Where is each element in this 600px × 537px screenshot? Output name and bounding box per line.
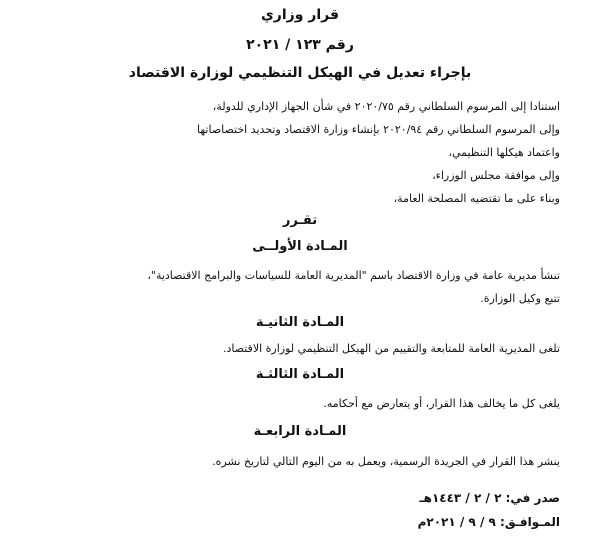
preamble-line: واعتماد هيكلها التنظيمي، — [448, 146, 560, 159]
article-text: تتبع وكيل الوزارة. — [480, 292, 560, 305]
article-text: يلغى كل ما يخالف هذا القرار، أو يتعارض مع أحكامه. — [323, 397, 560, 410]
article-text: تنشأ مديرية عامة في وزارة الاقتصاد باسم "المديرية العامة للسياسات والبرامج الاقتصادية"، — [147, 269, 560, 282]
preamble-line: وإلى المرسوم السلطاني رقم ٢٠٢٠/٩٤ بإنشاء وزارة الاقتصاد وتحديد اختصاصاتها — [196, 123, 560, 136]
preamble-line: وبناء على ما تقتضيه المصلحة العامة، — [393, 192, 560, 205]
article-heading: المـادة الثالثـة — [255, 367, 345, 382]
preamble-line: استنادا إلى المرسوم السلطاني رقم ٢٠٢٠/٧٥ في شأن الجهاز الإداري للدولة، — [212, 100, 560, 113]
decision-word: تقـرر — [282, 213, 318, 228]
decree-subject: بإجراء تعديل في الهيكل التنظيمي لوزارة الاقتصاد — [128, 65, 472, 81]
article-text: ينشر هذا القرار في الجريدة الرسمية، ويعمل به من اليوم التالي لتاريخ نشره. — [212, 455, 560, 468]
article-heading: المـادة الرابعـة — [253, 424, 347, 439]
corresponding-date: المـوافـق: ٩ / ٩ / ٢٠٢١م — [417, 515, 560, 529]
article-text: تلغى المديرية العامة للمتابعة والتقييم من الهيكل التنظيمي لوزارة الاقتصاد. — [222, 342, 560, 355]
article-heading: المـادة الأولــى — [252, 239, 348, 254]
preamble-line: وإلى موافقة مجلس الوزراء، — [432, 169, 560, 182]
decree-number: رقم ١٢٣ / ٢٠٢١ — [246, 37, 354, 53]
issue-date: صدر في: ٢ / ٢ / ١٤٤٣هـ — [419, 491, 560, 505]
decree-title: قرار وزاري — [260, 7, 340, 23]
article-heading: المـادة الثانيـة — [255, 315, 345, 330]
